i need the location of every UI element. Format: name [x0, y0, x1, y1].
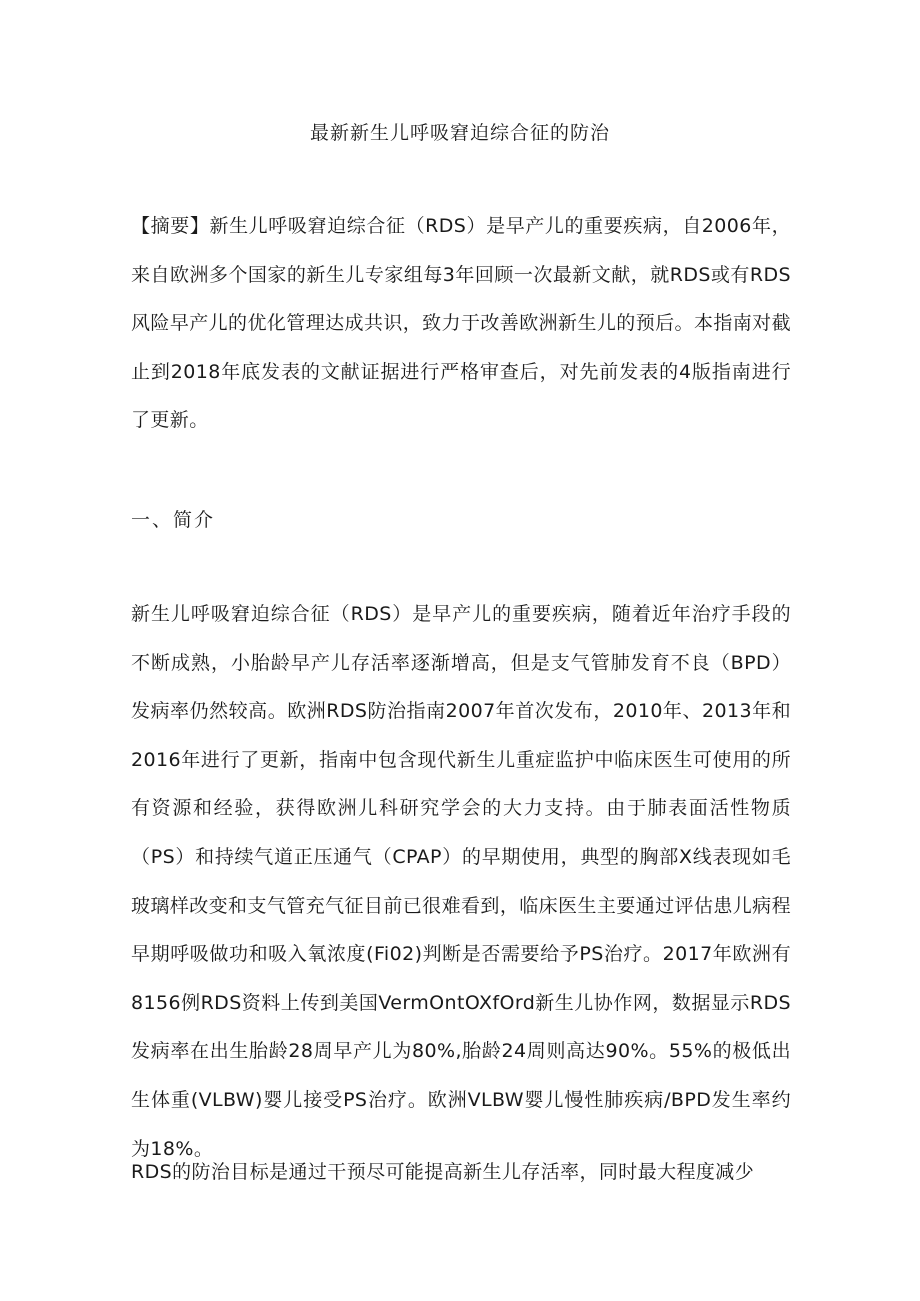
document-title: 最新新生儿呼吸窘迫综合征的防治 — [309, 122, 610, 144]
abstract-paragraph — [131, 202, 791, 445]
goals-paragraph: RDS的防治目标是通过干预尽可能提高新生儿存活率，同时最大程度减少 — [131, 1161, 755, 1183]
intro-paragraph: 新生儿呼吸窘迫综合征（RDS）是早产儿的重要疾病，随着近年治疗手段的不断成熟，小胎龄早产儿存活率逐渐增高，但是支气管肺发育不良（BPD）发病率仍然较高。欧洲RDS防治指南2007年首次发布，2010年、2013年和2016年进行了更新，指南中包含现代新生儿重症监护中临床医生可使用的所有资源和经验，获得欧洲儿科研究学会的大力支持。由于肺表面活性物质（PS）和持续气道正压通气（CPAP）的早期使用，典型的胸部X线表现如毛玻璃样改变和支气管充气征目前已很难看到，临床医生主要通过评估患儿病程早期呼吸做功和吸入氧浓度(Fi02)判断是否需要给予PS治疗。2017年欧洲有8156例RDS资料上传到美国VermOntOXfOrd新生儿协作网，数据显示RDS发病率在出生胎龄28周早产儿为80%,胎龄24周则高达90%。55%的极低出生体重(VLBW)婴儿接受PS治疗。欧洲VLBW婴儿慢性肺疾病/BPD发生率约为18%。 — [131, 603, 791, 1160]
abstract-label: 【摘要】 — [131, 215, 210, 237]
abstract-text: 新生儿呼吸窘迫综合征（RDS）是早产儿的重要疾病，自2006年，来自欧洲多个国家的新生儿专家组每3年回顾一次最新文献，就RDS或有RDS风险早产儿的优化管理达成共识，致力于改善欧洲新生儿的预后。本指南对截止到2018年底发表的文献证据进行严格审查后，对先前发表的4版指南进行了更新。 — [131, 215, 791, 432]
section-heading-introduction: 一、简介 — [131, 509, 216, 531]
